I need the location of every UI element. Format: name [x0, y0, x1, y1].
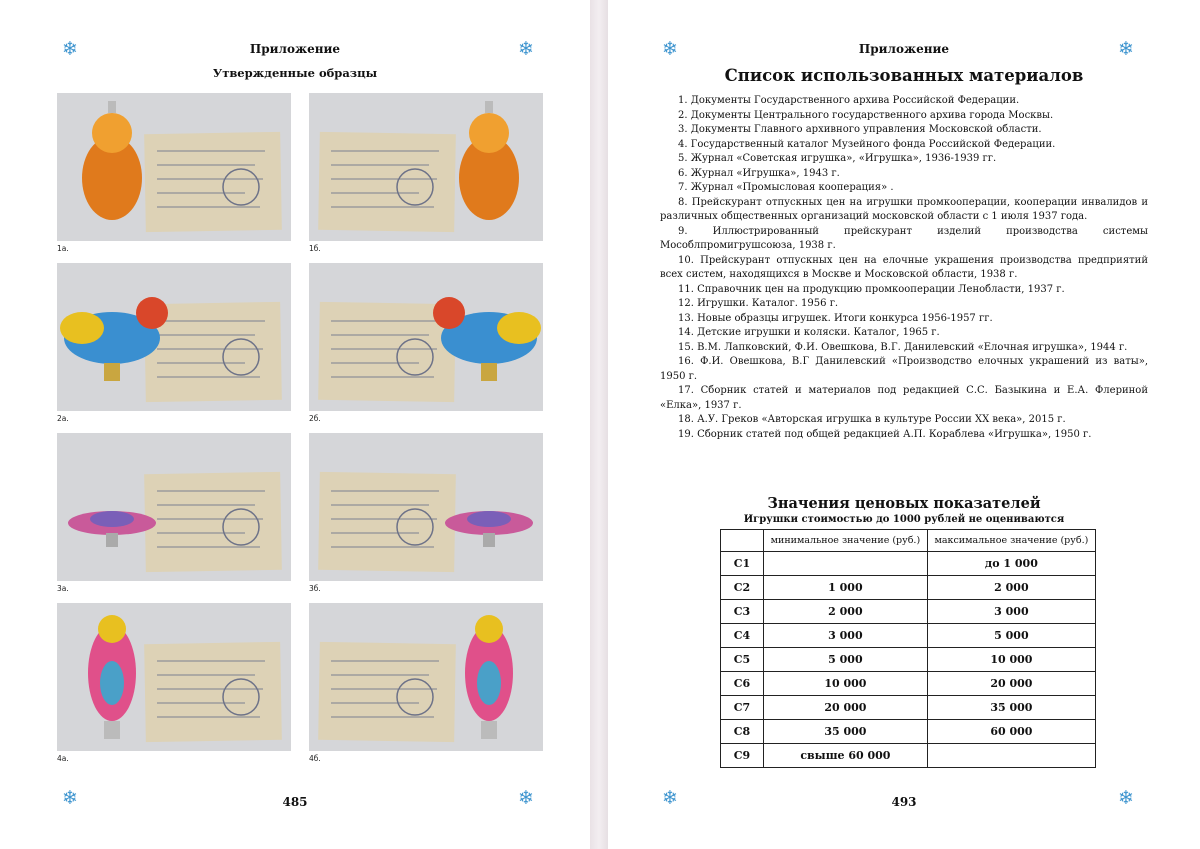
source-item: 3. Документы Главного архивного управления Московской области. — [678, 124, 1042, 135]
bear-ornament — [57, 93, 291, 241]
max-value: 5 000 — [927, 624, 1095, 648]
photo-caption: 1б. — [309, 244, 321, 253]
price-subtitle: Игрушки стоимостью до 1000 рублей не оцениваются — [743, 514, 1065, 525]
source-item: 13. Новые образцы игрушек. Итоги конкурса 1956-1957 гг. — [678, 312, 993, 324]
source-item: 12. Игрушки. Каталог. 1956 г. — [678, 298, 839, 309]
snowflake-icon: ❄ — [62, 787, 78, 809]
rooster-ornament — [57, 263, 291, 411]
min-value: свыше 60 000 — [764, 744, 928, 768]
snowflake-icon: ❄ — [662, 38, 678, 60]
min-value: 20 000 — [764, 696, 928, 720]
source-item: 18. А.У. Греков «Авторская игрушка в культуре России ХХ века», 2015 г. — [678, 414, 1066, 425]
max-value: 2 000 — [927, 576, 1095, 600]
price-level: С1 — [721, 552, 764, 576]
price-level: С9 — [721, 744, 764, 768]
source-item: 7. Журнал «Промысловая кооперация» . — [678, 182, 894, 193]
photo-caption: 2а. — [57, 414, 69, 423]
source-item: 9. Иллюстрированный прейскурант изделий производства системы Мособлпромигрушсоюза, 1938 г. — [660, 225, 1148, 251]
photo-bear-ornament — [57, 93, 291, 241]
table-row — [721, 600, 1096, 624]
photo-caption: 3а. — [57, 584, 69, 593]
table-row — [721, 648, 1096, 672]
page-number: 485 — [282, 795, 308, 809]
max-value: 35 000 — [927, 696, 1095, 720]
photo-caption: 4б. — [309, 754, 321, 763]
price-level: С8 — [721, 720, 764, 744]
column-header — [721, 530, 764, 552]
parrot-ornament — [309, 603, 543, 751]
min-value: 1 000 — [764, 576, 928, 600]
min-value — [764, 552, 928, 576]
parrot-ornament — [57, 603, 291, 751]
max-value — [927, 744, 1095, 768]
source-item: 11. Справочник цен на продукцию промкооперации Ленобласти, 1937 г. — [678, 283, 1065, 295]
sources-list — [660, 94, 1148, 442]
table-row — [721, 576, 1096, 600]
photo-caption: 4а. — [57, 754, 69, 763]
snowflake-icon: ❄ — [62, 38, 78, 60]
section-subheading: Утвержденные образцы — [212, 66, 378, 80]
photo-bird-ornament — [309, 433, 543, 581]
min-value: 3 000 — [764, 624, 928, 648]
table-row — [721, 744, 1096, 768]
source-item: 16. Ф.И. Овешкова, В.Г Данилевский «Производство елочных украшений из ваты», 1950 г. — [660, 356, 1148, 382]
table-row — [721, 624, 1096, 648]
table-header-row — [721, 530, 1096, 552]
bird-ornament — [309, 433, 543, 581]
price-level: С2 — [721, 576, 764, 600]
snowflake-icon: ❄ — [1118, 38, 1134, 60]
table-row — [721, 696, 1096, 720]
source-item: 6. Журнал «Игрушка», 1943 г. — [678, 167, 840, 179]
photo-caption: 1а. — [57, 244, 69, 253]
source-item: 4. Государственный каталог Музейного фонда Российской Федерации. — [678, 138, 1056, 150]
bear-ornament — [309, 93, 543, 241]
max-value: 10 000 — [927, 648, 1095, 672]
max-value: 60 000 — [927, 720, 1095, 744]
table-row — [721, 552, 1096, 576]
min-value: 10 000 — [764, 672, 928, 696]
photo-bird-ornament — [57, 433, 291, 581]
price-level: С6 — [721, 672, 764, 696]
snowflake-icon: ❄ — [518, 38, 534, 60]
price-title: Значения ценовых показателей — [767, 495, 1041, 512]
table-row — [721, 720, 1096, 744]
source-item: 19. Сборник статей под общей редакцией А.П. Кораблева «Игрушка», 1950 г. — [678, 428, 1092, 440]
min-value: 35 000 — [764, 720, 928, 744]
source-item: 1. Документы Государственного архива Российской Федерации. — [678, 95, 1020, 106]
table-row — [721, 672, 1096, 696]
photo-bear-ornament — [309, 93, 543, 241]
snowflake-icon: ❄ — [1118, 787, 1134, 809]
photo-rooster-ornament — [57, 263, 291, 411]
min-value: 2 000 — [764, 600, 928, 624]
snowflake-icon: ❄ — [662, 787, 678, 809]
sources-title: Список использованных материалов — [724, 66, 1084, 85]
max-value: 20 000 — [927, 672, 1095, 696]
min-value: 5 000 — [764, 648, 928, 672]
price-level: С5 — [721, 648, 764, 672]
price-level: С4 — [721, 624, 764, 648]
price-level: С7 — [721, 696, 764, 720]
max-value: до 1 000 — [927, 552, 1095, 576]
max-value: 3 000 — [927, 600, 1095, 624]
source-item: 5. Журнал «Советская игрушка», «Игрушка», 1936-1939 гг. — [678, 153, 997, 164]
photo-parrot-ornament — [57, 603, 291, 751]
snowflake-icon: ❄ — [518, 787, 534, 809]
photo-caption: 3б. — [309, 584, 321, 593]
running-head: Приложение — [249, 42, 341, 56]
price-level: С3 — [721, 600, 764, 624]
source-item: 15. В.М. Лапковский, Ф.И. Овешкова, В.Г. Данилевский «Елочная игрушка», 1944 г. — [678, 341, 1128, 353]
rooster-ornament — [309, 263, 543, 411]
book-gutter — [590, 0, 608, 849]
column-header: максимальное значение (руб.) — [927, 530, 1095, 552]
photo-rooster-ornament — [309, 263, 543, 411]
bird-ornament — [57, 433, 291, 581]
running-head: Приложение — [858, 42, 950, 56]
source-item: 2. Документы Центрального государственного архива города Москвы. — [678, 109, 1054, 121]
left-page — [0, 0, 590, 849]
page-number: 493 — [891, 795, 917, 809]
right-page — [608, 0, 1200, 849]
photo-caption: 2б. — [309, 414, 321, 423]
price-table — [720, 529, 1096, 768]
source-item: 17. Сборник статей и материалов под редакцией С.С. Базыкина и Е.А. Флериной «Елка», 1937 г. — [660, 385, 1148, 411]
photo-parrot-ornament — [309, 603, 543, 751]
source-item: 10. Прейскурант отпускных цен на елочные украшения производства предприятий всех систем, находящихся в Москве и Московской области, 1938 г. — [660, 254, 1148, 280]
source-item: 14. Детские игрушки и коляски. Каталог, 1965 г. — [678, 327, 940, 338]
source-item: 8. Прейскурант отпускных цен на игрушки промкооперации, кооперации инвалидов и различных общественных организаций московской области с 1 июля 1937 года. — [660, 196, 1148, 222]
column-header: минимальное значение (руб.) — [764, 530, 928, 552]
